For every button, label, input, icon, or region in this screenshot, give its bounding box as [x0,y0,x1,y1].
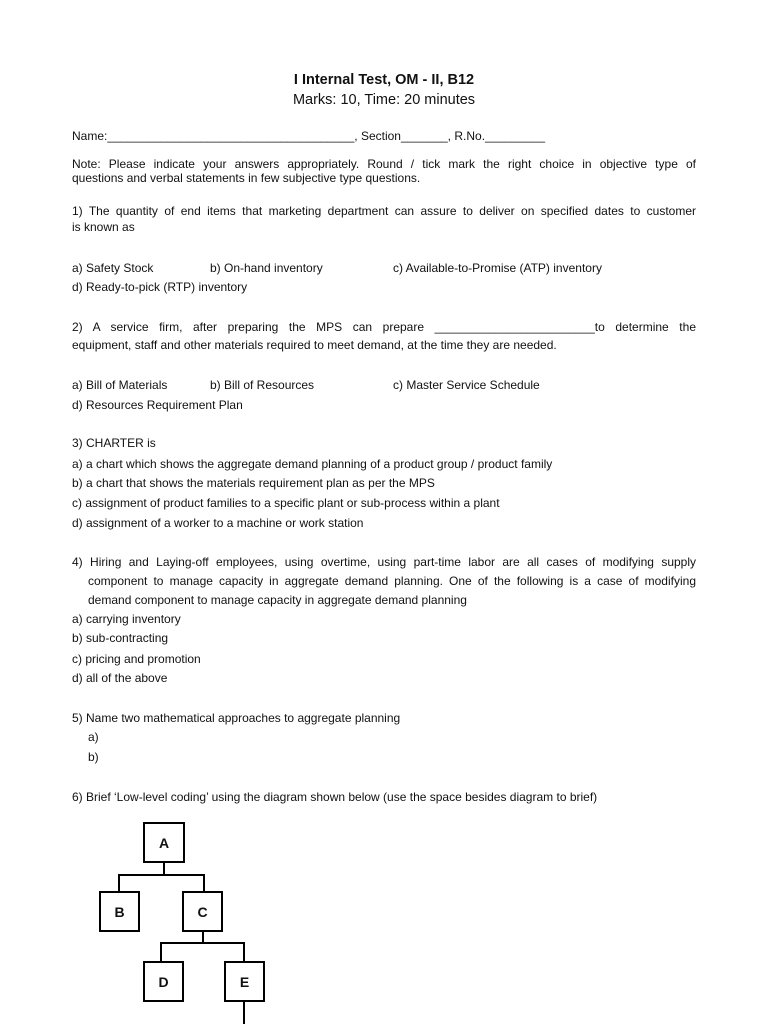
q3-option-b: b) a chart that shows the materials requirement plan as per the MPS [72,476,435,490]
test-subtitle: Marks: 10, Time: 20 minutes [292,92,476,108]
tree-connector-to-c [203,874,205,892]
q1-line-1: 1) The quantity of end items that marketing department can assure to deliver on specified dates to customer [72,204,696,218]
tree-node-a: A [143,822,185,863]
q4-option-b: b) sub-contracting [72,631,169,645]
note-line-2: questions and verbal statements in few subjective type questions. [72,171,421,185]
q1-option-a: a) Safety Stock [72,261,154,275]
q3-option-a: a) a chart which shows the aggregate demand planning of a product group / product family [72,457,553,471]
tree-connector-e-down [243,1000,245,1024]
tree-node-d: D [143,961,184,1002]
q2-option-d: d) Resources Requirement Plan [72,398,243,412]
q2-option-c: c) Master Service Schedule [393,378,540,392]
q4-line-1: 4) Hiring and Laying-off employees, using overtime, using part-time labor are all cases of modifying supply [72,555,696,569]
tree-node-b: B [99,891,140,932]
note-line-1: Note: Please indicate your answers appropriately. Round / tick mark the right choice in objective type of [72,157,696,171]
tree-connector-to-b [118,874,120,892]
tree-node-c: C [182,891,223,932]
q4-line-3: demand component to manage capacity in aggregate demand planning [88,593,467,607]
q2-line-1: 2) A service firm, after preparing the MPS can prepare ________________________to determine the [72,320,696,334]
q1-line-2: is known as [72,220,135,234]
q4-option-d: d) all of the above [72,671,168,685]
q5-stem: 5) Name two mathematical approaches to aggregate planning [72,711,401,725]
q3-stem: 3) CHARTER is [72,436,156,450]
tree-connector-to-e [243,942,245,962]
tree-node-e: E [224,961,265,1002]
tree-connector-level2-horizontal [160,942,245,944]
tree-connector-level1-horizontal [118,874,205,876]
q4-option-a: a) carrying inventory [72,612,181,626]
q2-option-a: a) Bill of Materials [72,378,168,392]
q5-blank-a: a) [88,730,99,744]
q1-option-b: b) On-hand inventory [210,261,323,275]
q2-option-b: b) Bill of Resources [210,378,315,392]
q5-blank-b: b) [88,750,99,764]
q2-line-2: equipment, staff and other materials required to meet demand, at the time they are needed. [72,338,557,352]
q3-option-c: c) assignment of product families to a specific plant or sub-process within a plant [72,496,500,510]
q4-option-c: c) pricing and promotion [72,652,201,666]
q3-option-d: d) assignment of a worker to a machine or work station [72,516,364,530]
q1-option-d: d) Ready-to-pick (RTP) inventory [72,280,248,294]
name-section-rollno-line: Name:_____________________________________, Section_______, R.No._________ [72,129,546,143]
test-title: I Internal Test, OM - II, B12 [293,72,475,88]
q1-option-c: c) Available-to-Promise (ATP) inventory [393,261,602,275]
tree-connector-to-d [160,942,162,962]
q4-line-2: component to manage capacity in aggregate demand planning. One of the following is a case of modifying [88,574,696,588]
q6-stem: 6) Brief ‘Low-level coding’ using the diagram shown below (use the space besides diagram to brief) [72,790,598,804]
